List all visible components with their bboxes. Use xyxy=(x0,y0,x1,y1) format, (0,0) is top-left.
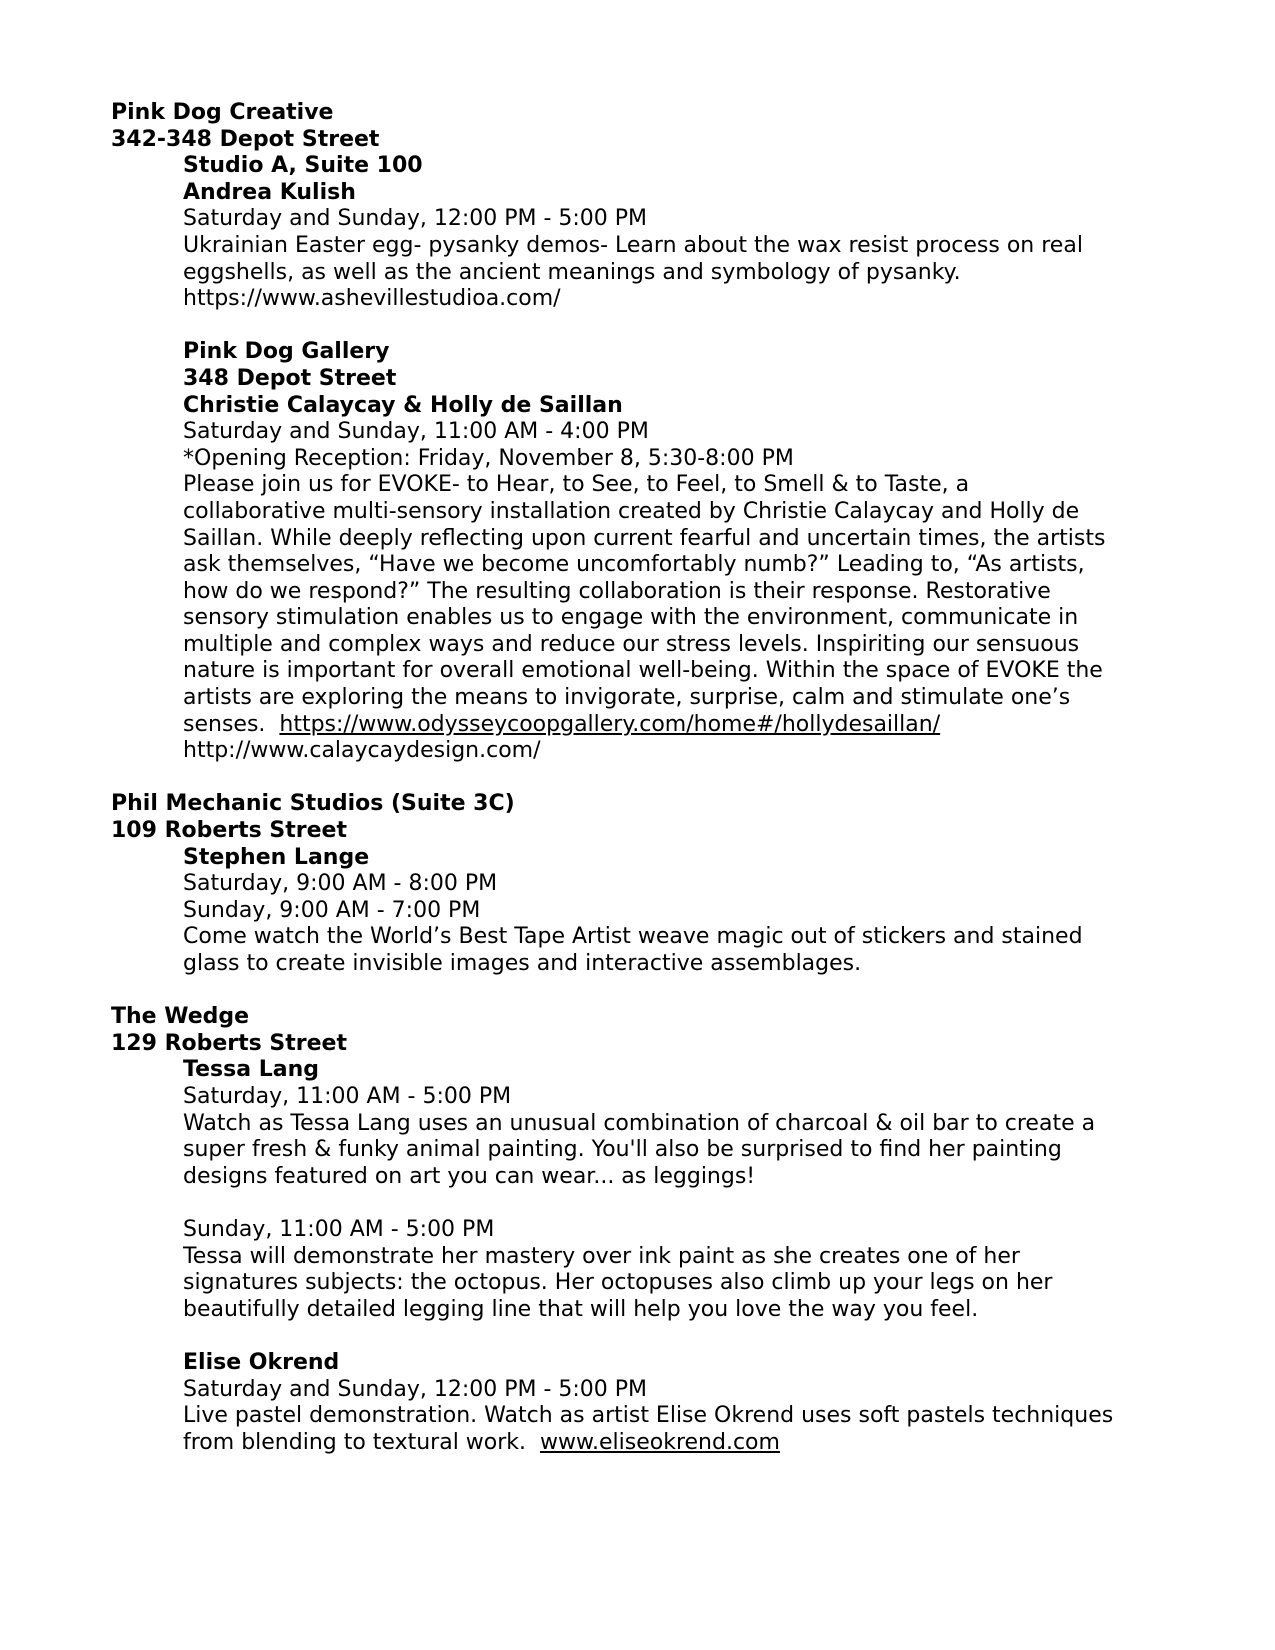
spacer xyxy=(111,978,1191,1005)
description-line-with-link xyxy=(183,1430,1191,1457)
venue-address: 109 Roberts Street xyxy=(111,818,347,844)
artist-name: Stephen Lange xyxy=(183,844,370,870)
description-line: sensory stimulation enables us to engage with the environment, communicate in xyxy=(183,605,1079,631)
description-line: Please join us for EVOKE- to Hear, to See, to Feel, to Smell & to Taste, a xyxy=(183,472,970,498)
website-url: http://www.calaycaydesign.com/ xyxy=(183,738,541,764)
artist-website-link[interactable]: www.eliseokrend.com xyxy=(540,1429,780,1455)
artist-name: Tessa Lang xyxy=(183,1057,319,1083)
description-line: glass to create invisible images and interactive assemblages. xyxy=(183,951,862,976)
venue-name: Pink Dog Creative xyxy=(111,100,334,125)
listing-stephen-lange xyxy=(111,845,1191,978)
listing-tessa-lang xyxy=(111,1057,1191,1456)
description-text: senses. xyxy=(183,711,280,737)
hours: Sunday, 11:00 AM - 5:00 PM xyxy=(183,1216,495,1242)
description-line: ask themselves, “Have we become uncomfortably numb?” Leading to, “As artists, xyxy=(183,552,1085,578)
description-line: eggshells, as well as the ancient meanings and symbology of pysanky. xyxy=(183,259,961,285)
studio-address: 348 Depot Street xyxy=(183,365,397,391)
description-line: Tessa will demonstrate her mastery over ink paint as she creates one of her xyxy=(183,1243,1020,1269)
description-line: beautifully detailed legging line that will help you love the way you feel. xyxy=(183,1296,979,1322)
hours: Saturday, 9:00 AM - 8:00 PM xyxy=(183,871,498,897)
spacer xyxy=(183,1190,1191,1217)
description-line-with-link xyxy=(183,712,1191,739)
description-line: Ukrainian Easter egg- pysanky demos- Learn about the wax resist process on real xyxy=(183,232,1083,258)
venue-address: 342-348 Depot Street xyxy=(111,126,380,152)
reception-note: *Opening Reception: Friday, November 8, 5:30-8:00 PM xyxy=(183,445,794,471)
listing-andrea-kulish xyxy=(111,153,1191,765)
studio-name: Studio A, Suite 100 xyxy=(183,153,423,179)
gallery-link[interactable]: https://www.odysseycoopgallery.com/home#/hollydesaillan/ xyxy=(279,711,941,737)
artist-name: Christie Calaycay & Holly de Saillan xyxy=(183,392,623,418)
artist-name: Elise Okrend xyxy=(183,1349,340,1375)
studio-name: Pink Dog Gallery xyxy=(183,339,390,365)
description-line: collaborative multi-sensory installation created by Christie Calaycay and Holly de xyxy=(183,498,1080,524)
hours: Saturday and Sunday, 11:00 AM - 4:00 PM xyxy=(183,419,649,445)
spacer xyxy=(183,1323,1191,1350)
description-line: how do we respond?” The resulting collaboration is their response. Restorative xyxy=(183,578,1051,604)
description-line: Saillan. While deeply reflecting upon current fearful and uncertain times, the artists xyxy=(183,525,1106,551)
description-line: super fresh & funky animal painting. You'll also be surprised to find her painting xyxy=(183,1137,1062,1163)
artist-name: Andrea Kulish xyxy=(183,179,356,205)
document-content xyxy=(111,100,1191,1456)
description-line: Watch as Tessa Lang uses an unusual combination of charcoal & oil bar to create a xyxy=(183,1110,1096,1136)
description-line: signatures subjects: the octopus. Her octopuses also climb up your legs on her xyxy=(183,1270,1053,1296)
venue-address: 129 Roberts Street xyxy=(111,1030,347,1056)
venue-name: The Wedge xyxy=(111,1004,250,1030)
description-line: nature is important for overall emotional well-being. Within the space of EVOKE the xyxy=(183,658,1103,684)
venue-name: Phil Mechanic Studios (Suite 3C) xyxy=(111,791,515,817)
website-url: https://www.ashevillestudioa.com/ xyxy=(183,286,561,312)
description-text: from blending to textural work. xyxy=(183,1429,541,1455)
description-line: designs featured on art you can wear... as leggings! xyxy=(183,1163,756,1189)
description-line: multiple and complex ways and reduce our stress levels. Inspiriting our sensuous xyxy=(183,631,1080,657)
hours: Sunday, 9:00 AM - 7:00 PM xyxy=(183,897,481,923)
hours: Saturday and Sunday, 12:00 PM - 5:00 PM xyxy=(183,1376,648,1402)
spacer xyxy=(183,313,1191,340)
hours: Saturday, 11:00 AM - 5:00 PM xyxy=(183,1083,512,1109)
description-line: Live pastel demonstration. Watch as artist Elise Okrend uses soft pastels techniques xyxy=(183,1403,1114,1429)
spacer xyxy=(111,765,1191,792)
hours: Saturday and Sunday, 12:00 PM - 5:00 PM xyxy=(183,206,648,232)
description-line: artists are exploring the means to invigorate, surprise, calm and stimulate one’s xyxy=(183,685,1071,711)
description-line: Come watch the World’s Best Tape Artist weave magic out of stickers and stained xyxy=(183,924,1083,950)
